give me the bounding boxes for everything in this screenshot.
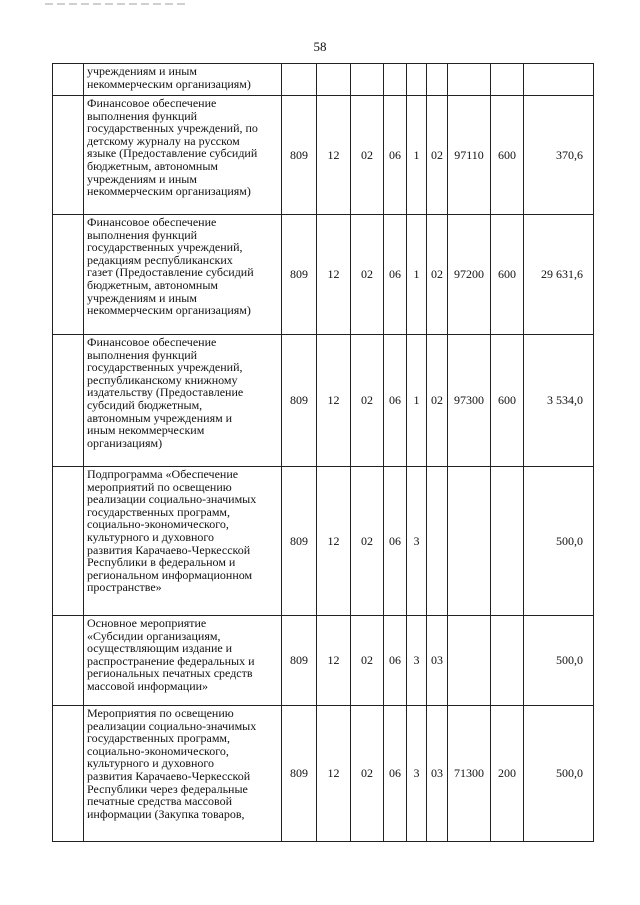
cell-rz: 12: [317, 96, 351, 215]
cell-direction: 97300: [448, 335, 491, 467]
row-index-cell: [53, 467, 84, 616]
cell-gr: 809: [282, 96, 317, 215]
cell-program: [384, 64, 407, 96]
table-row: [53, 64, 594, 96]
cell-rz: [317, 64, 351, 96]
cell-gr: [282, 64, 317, 96]
cell-pr: 02: [351, 215, 384, 335]
cell-rz: 12: [317, 616, 351, 706]
cell-subprogram: 3: [407, 706, 427, 842]
cell-gr: 809: [282, 616, 317, 706]
cell-direction: [448, 616, 491, 706]
page-number: 58: [313, 39, 327, 54]
row-index-cell: [53, 706, 84, 842]
row-name-cell: учреждениям и иным некоммерческим организациям): [84, 64, 282, 96]
cell-direction: 97110: [448, 96, 491, 215]
budget-table-body: [53, 64, 594, 842]
cell-rz: 12: [317, 215, 351, 335]
cell-direction: 97200: [448, 215, 491, 335]
cell-vr: [491, 616, 524, 706]
cell-amount: 29 631,6: [524, 215, 594, 335]
cell-subprogram: 3: [407, 467, 427, 616]
cell-subprogram: 1: [407, 335, 427, 467]
cell-main-event: 02: [427, 335, 448, 467]
cell-pr: 02: [351, 616, 384, 706]
row-name-cell: Финансовое обеспечение выполнения функций государственных учреждений, по детскому журналу на русском языке (Предоставление субсидий бюджетным, автономным учреждениям и иным некоммерческим организациям): [84, 96, 282, 215]
cell-program: 06: [384, 96, 407, 215]
cell-direction: [448, 467, 491, 616]
cell-subprogram: [407, 64, 427, 96]
cell-gr: 809: [282, 215, 317, 335]
cell-main-event: [427, 64, 448, 96]
scan-artifact: [45, 3, 185, 5]
cell-direction: 71300: [448, 706, 491, 842]
row-name-cell: Подпрограмма «Обеспечение мероприятий по освещению реализации социально-значимых государственных программ, социально-экономического, культурного и духовного развития Карачаево-Черкесской Республики в федеральном и региональном информационном пространстве»: [84, 467, 282, 616]
table-row: [53, 706, 594, 842]
row-index-cell: [53, 616, 84, 706]
cell-subprogram: 1: [407, 96, 427, 215]
table-row: [53, 616, 594, 706]
row-name-cell: Мероприятия по освещению реализации социально-значимых государственных программ, социально-экономического, культурного и духовного развития Карачаево-Черкесской Республики через федеральные печатные средства массовой информации (Закупка товаров,: [84, 706, 282, 842]
table-row: [53, 467, 594, 616]
cell-gr: 809: [282, 706, 317, 842]
cell-vr: 600: [491, 96, 524, 215]
row-index-cell: [53, 335, 84, 467]
cell-main-event: 02: [427, 96, 448, 215]
cell-main-event: 03: [427, 616, 448, 706]
row-name-cell: Основное мероприятие «Субсидии организациям, осуществляющим издание и распространение федеральных и региональных печатных средств массовой информации»: [84, 616, 282, 706]
cell-program: 06: [384, 616, 407, 706]
cell-pr: [351, 64, 384, 96]
cell-vr: [491, 64, 524, 96]
cell-rz: 12: [317, 467, 351, 616]
budget-table: [52, 63, 594, 842]
cell-subprogram: 3: [407, 616, 427, 706]
cell-vr: 600: [491, 335, 524, 467]
cell-vr: 200: [491, 706, 524, 842]
row-index-cell: [53, 96, 84, 215]
cell-subprogram: 1: [407, 215, 427, 335]
cell-gr: 809: [282, 335, 317, 467]
row-index-cell: [53, 215, 84, 335]
table-row: [53, 96, 594, 215]
row-index-cell: [53, 64, 84, 96]
cell-direction: [448, 64, 491, 96]
cell-amount: 3 534,0: [524, 335, 594, 467]
row-name-cell: Финансовое обеспечение выполнения функций государственных учреждений, республиканскому книжному издательству (Предоставление субсидий бюджетным, автономным учреждениям и иным некоммерческим организациям): [84, 335, 282, 467]
cell-program: 06: [384, 335, 407, 467]
cell-main-event: [427, 467, 448, 616]
cell-vr: 600: [491, 215, 524, 335]
table-row: [53, 335, 594, 467]
cell-vr: [491, 467, 524, 616]
cell-pr: 02: [351, 706, 384, 842]
cell-amount: 500,0: [524, 467, 594, 616]
cell-amount: 370,6: [524, 96, 594, 215]
table-row: [53, 215, 594, 335]
cell-pr: 02: [351, 467, 384, 616]
cell-pr: 02: [351, 96, 384, 215]
cell-rz: 12: [317, 335, 351, 467]
cell-amount: [524, 64, 594, 96]
cell-program: 06: [384, 467, 407, 616]
row-name-cell: Финансовое обеспечение выполнения функций государственных учреждений, редакциям республиканских газет (Предоставление субсидий бюджетным, автономным учреждениям и иным некоммерческим организациям): [84, 215, 282, 335]
cell-amount: 500,0: [524, 706, 594, 842]
cell-main-event: 03: [427, 706, 448, 842]
cell-gr: 809: [282, 467, 317, 616]
cell-program: 06: [384, 706, 407, 842]
cell-amount: 500,0: [524, 616, 594, 706]
cell-pr: 02: [351, 335, 384, 467]
cell-rz: 12: [317, 706, 351, 842]
cell-main-event: 02: [427, 215, 448, 335]
cell-program: 06: [384, 215, 407, 335]
